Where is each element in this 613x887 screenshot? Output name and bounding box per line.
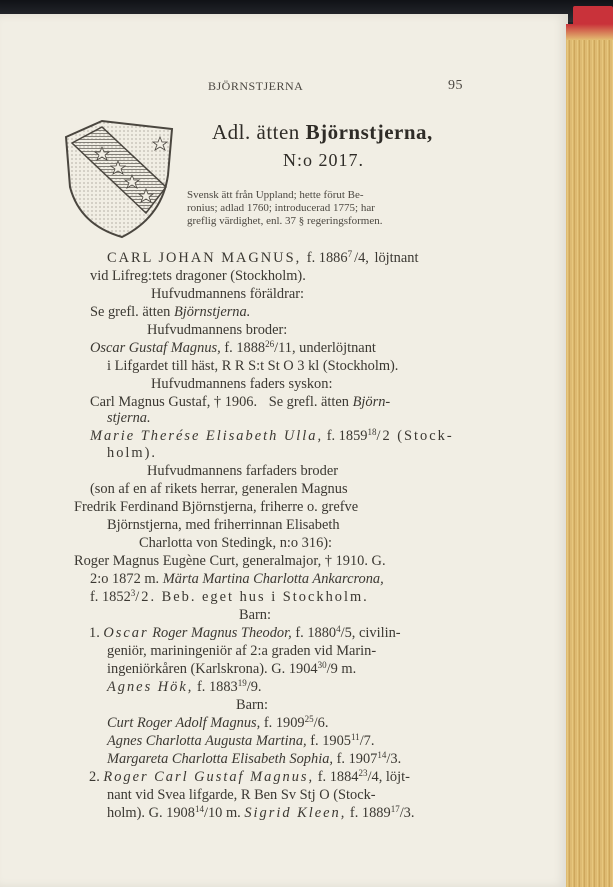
brother-heading: Hufvudmannens broder: bbox=[147, 322, 288, 338]
sibling-entry-1-cont: stjerna. bbox=[107, 410, 151, 426]
grandchildren-heading: Barn: bbox=[236, 697, 268, 713]
child-2-line-3: holm). G. 1908$^{14}$/10 m. Sigrid Kleen, f. 1889$^{17}$/3. bbox=[107, 804, 415, 821]
grandchild-1: Curt Roger Adolf Magnus, f. 1909$^{25}$/6. bbox=[107, 714, 329, 731]
intro-line-2: ronius; adlad 1760; introducerad 1775; har bbox=[187, 202, 375, 214]
grand-uncle-line-4: Charlotta von Stedingk, n:o 316): bbox=[139, 535, 333, 551]
roger-entry-line-3: f. 1852$^3$/2. Beb. eget hus i Stockholm. bbox=[90, 588, 369, 605]
grandchild-3: Margareta Charlotta Elisabeth Sophia, f. 1907$^{14}$/3. bbox=[107, 750, 402, 767]
grand-uncle-line-1: (son af en af rikets herrar, generalen Magnus bbox=[90, 481, 348, 497]
child-2-line-2: nant vid Svea lifgarde, R Ben Sv Stj O (Stock- bbox=[107, 787, 376, 803]
brother-entry-line-1: Oscar Gustaf Magnus, f. 1888$^{26}$/11, underlöjtnant bbox=[90, 339, 376, 356]
family-title: Adl. ätten Björnstjerna, bbox=[212, 120, 433, 144]
child-2-line-1: 2. Roger Carl Gustaf Magnus, f. 1884$^{23}$/4, löjt- bbox=[89, 768, 410, 785]
child-1-line-3: ingeniörkåren (Karlskrona). G. 1904$^{30}$/9 m. bbox=[107, 660, 357, 677]
page-edges bbox=[566, 24, 613, 887]
intro-line-3: greflig värdighet, enl. 37 § regeringsformen. bbox=[187, 215, 383, 227]
grand-uncle-heading: Hufvudmannens farfaders broder bbox=[147, 463, 338, 479]
siblings-heading: Hufvudmannens faders syskon: bbox=[151, 376, 333, 392]
roger-entry-line-2: 2:o 1872 m. Märta Martina Charlotta Ankarcrona, bbox=[90, 571, 384, 587]
running-head: BJÖRNSTJERNA bbox=[208, 79, 304, 93]
roger-entry-line-1: Roger Magnus Eugène Curt, generalmajor, † 1910. G. bbox=[74, 553, 386, 569]
grandchild-2: Agnes Charlotta Augusta Martina, f. 1905$^{11}$/7. bbox=[107, 732, 375, 749]
sibling-entry-2-cont: holm). bbox=[107, 445, 157, 461]
grand-uncle-line-3: Björnstjerna, med friherrinnan Elisabeth bbox=[107, 517, 340, 533]
sibling-entry-2: Marie Therése Elisabeth Ulla, f. 1859$^{18}$/2 (Stock- bbox=[90, 427, 454, 444]
family-name: Björnstjerna, bbox=[305, 120, 433, 144]
grand-uncle-line-2: Fredrik Ferdinand Björnstjerna, friherre o. grefve bbox=[74, 499, 359, 515]
child-1-line-2: geniör, mariningeniör af 2:a graden vid Marin- bbox=[107, 643, 377, 659]
child-1-line-1: 1. Oscar Roger Magnus Theodor, f. 1880$^4$/5, civilin- bbox=[89, 624, 401, 641]
parents-reference: Se grefl. ätten Björnstjerna. bbox=[90, 304, 251, 320]
children-heading: Barn: bbox=[239, 607, 271, 623]
head-entry-line-2: vid Lifreg:tets dragoner (Stockholm). bbox=[90, 268, 306, 284]
sibling-entry-1: Carl Magnus Gustaf, † 1906. Se grefl. ätten Björn- bbox=[90, 394, 391, 410]
brother-entry-line-2: i Lifgardet till häst, R R S:t St O 3 kl (Stockholm). bbox=[107, 358, 399, 374]
intro-line-1: Svensk ätt från Uppland; hette förut Be- bbox=[187, 189, 364, 201]
child-1-line-4: Agnes Hök, f. 1883$^{19}$/9. bbox=[107, 678, 262, 695]
coat-of-arms-icon bbox=[62, 117, 176, 241]
head-entry-line-1: CARL JOHAN MAGNUS, f. 1886$^7$/4, löjtnant bbox=[107, 249, 419, 266]
family-number: N:o 2017. bbox=[283, 150, 364, 170]
page-number: 95 bbox=[448, 78, 463, 93]
parents-heading: Hufvudmannens föräldrar: bbox=[151, 286, 305, 302]
